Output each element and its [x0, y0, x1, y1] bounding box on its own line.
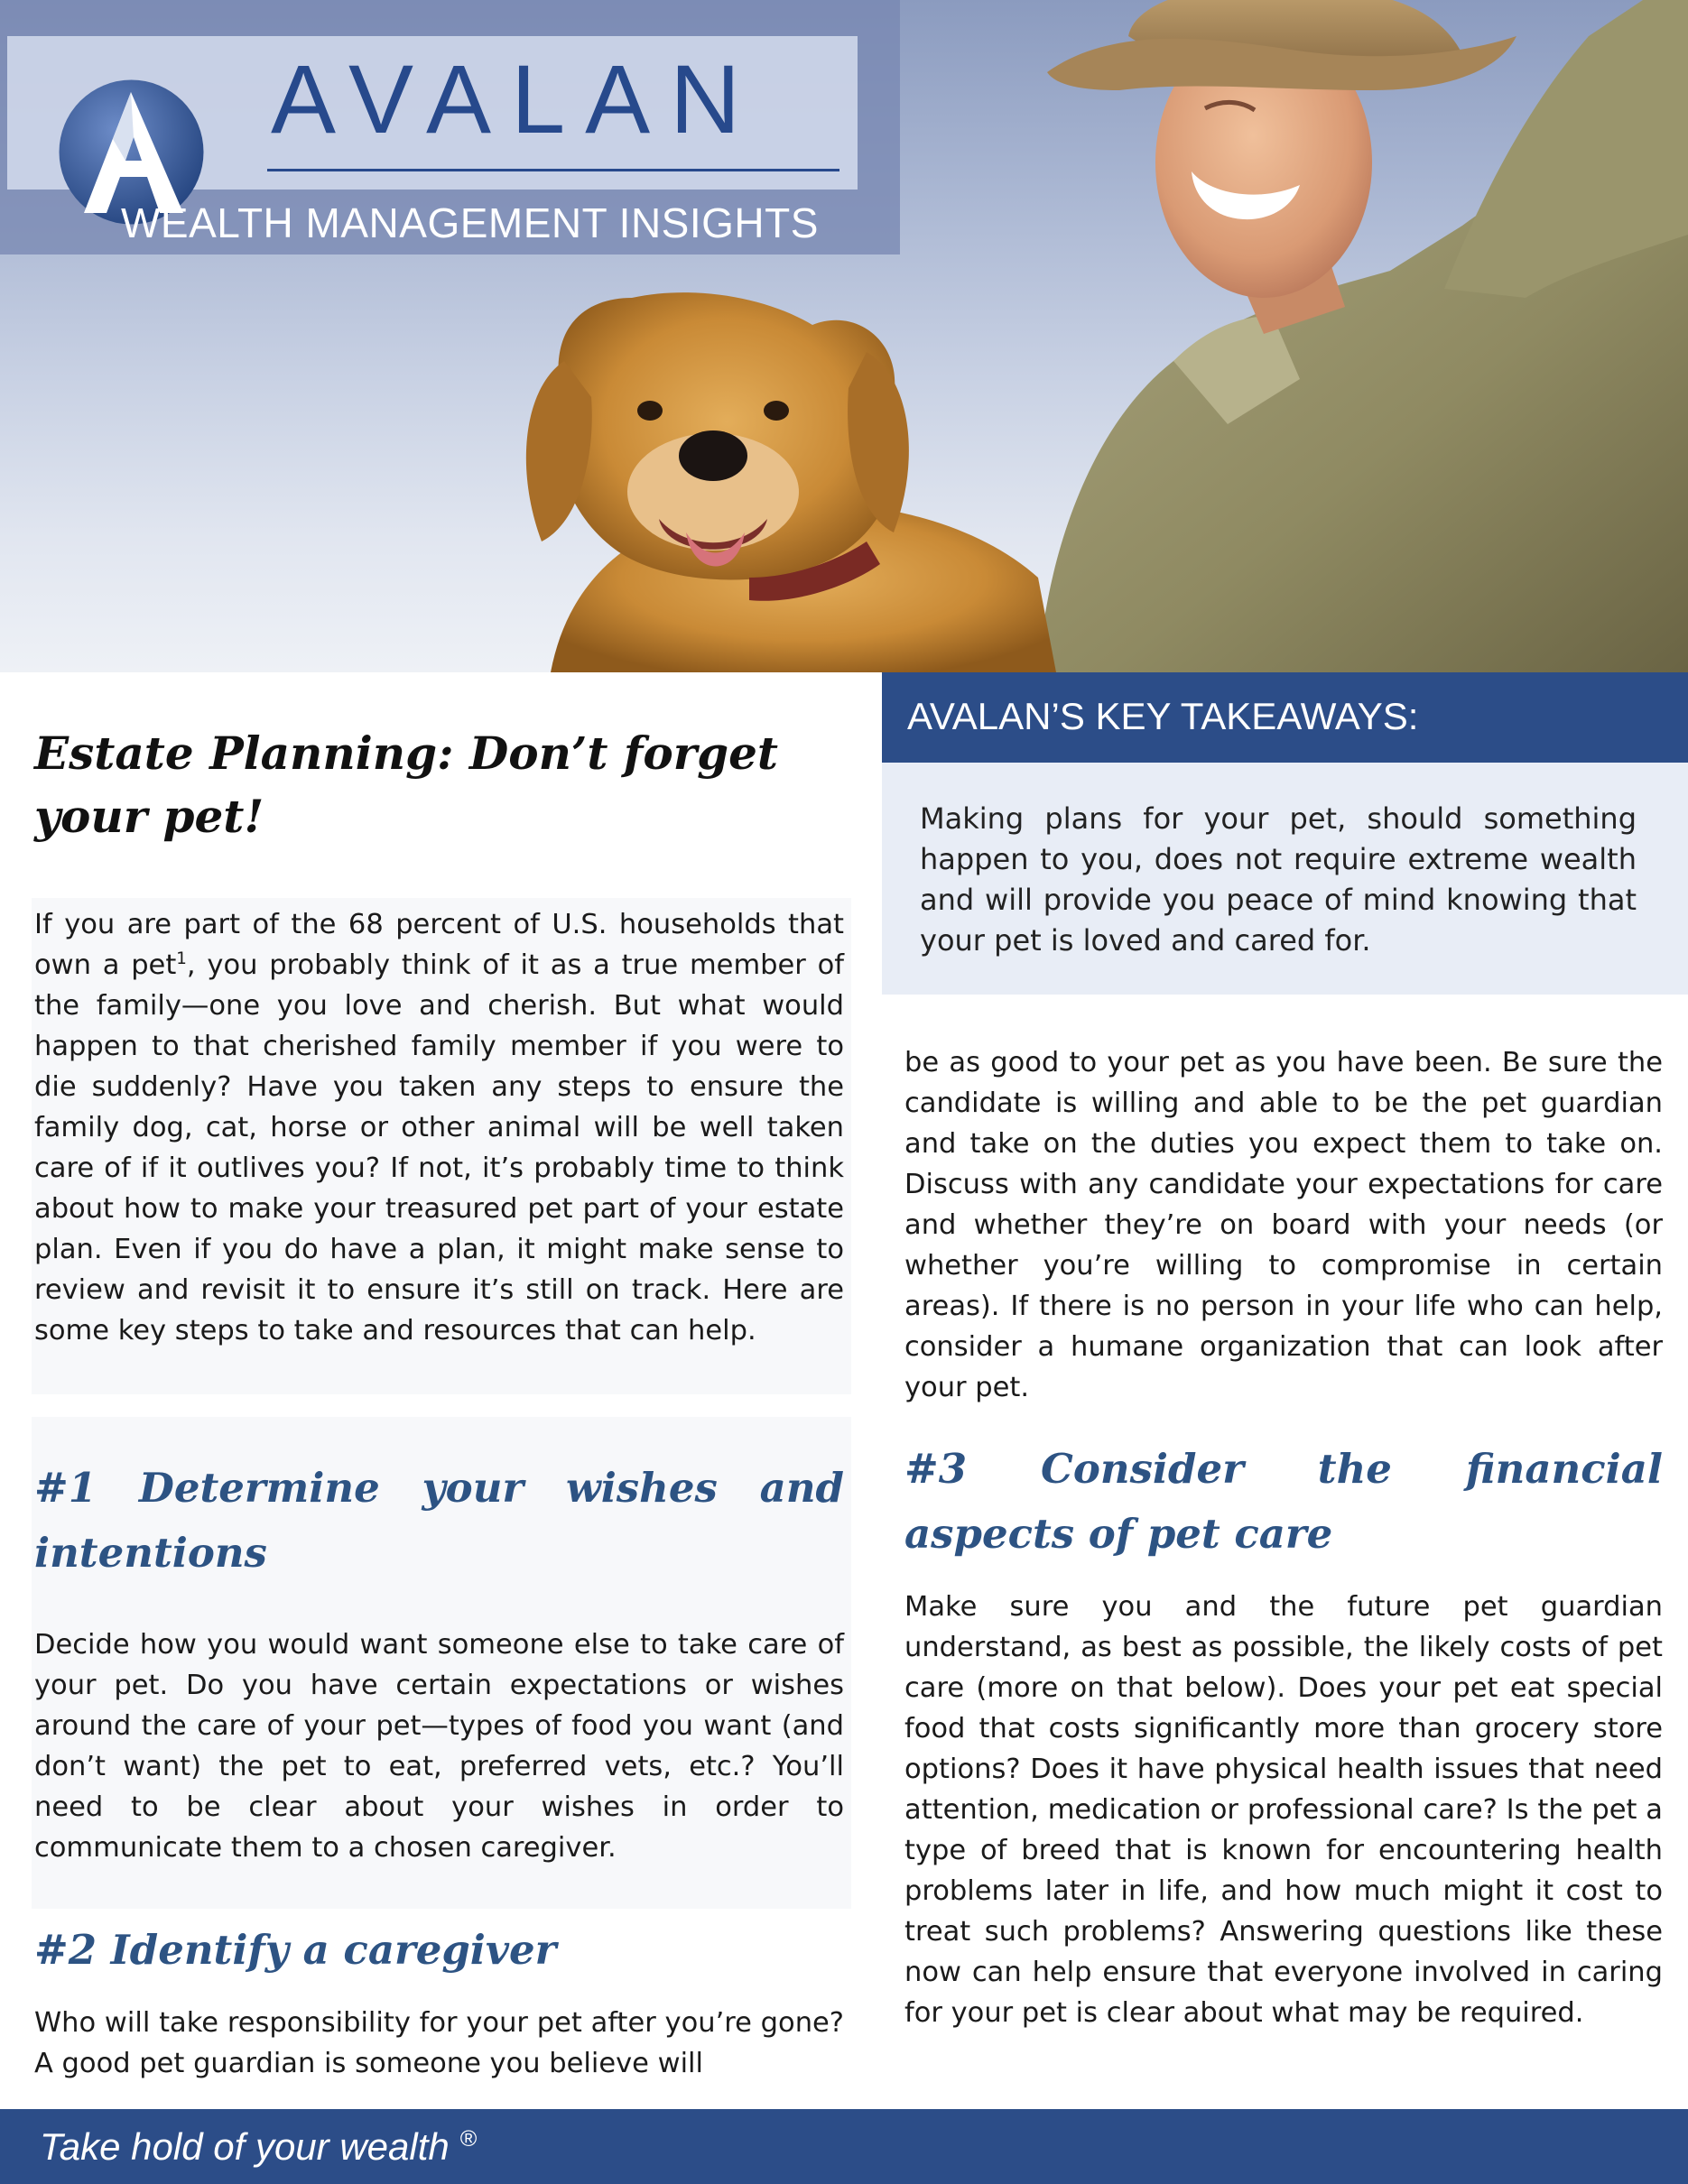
brand-rule — [267, 169, 839, 171]
key-takeaways-title: AVALAN’S KEY TAKEAWAYS: — [907, 695, 1419, 737]
section-3-heading: #3 Consider the financial aspects of pet care — [904, 1445, 1663, 1558]
intro-text-end: , you probably think of it as a true member of the family—one you love and cherish. But what would happen to that cherished family member if you were to die suddenly? Have you taken any steps to ensure the family dog, cat, horse or other animal will be well taken care of if it outlives you? If not, it’s probably time to think about how to make your treasured pet part of your estate plan. Even if you do have a plan, it might make sense to review and revisit it to ensure it’s still on track. Here are some key steps to take and resources that can help. — [34, 949, 844, 1346]
brand-band — [0, 0, 900, 254]
key-takeaways-bar — [882, 672, 1688, 763]
article-title: Estate Planning: Don’t forget your pet! — [34, 726, 778, 843]
footer-bar — [0, 2109, 1688, 2184]
section-1-body: Decide how you would want someone else to take care of your pet. Do you have certain expectations or wishes around the care of your pet—types of food you want (and don’t want) the pet to eat, preferred vets, etc.? You’ll need to be clear about your wishes in order to communicate them to a chosen caregiver. — [34, 1629, 844, 1864]
hero-banner — [0, 0, 1688, 672]
dog-nose — [679, 430, 747, 481]
section-1-heading: #1 Determine your wishes and intentions — [34, 1464, 844, 1577]
footer-tagline — [40, 2124, 477, 2170]
intro-paragraph — [34, 904, 844, 1351]
key-takeaways-panel — [882, 672, 1688, 995]
section-3-body: Make sure you and the future pet guardian understand, as best as possible, the likely costs of pet care (more on that below). Does your pet eat special food that costs significantly more than grocery store options? Does it have physical health issues that need attention, medication or professional care? Is the pet a type of breed that is known for encountering health problems later in life, and how much might it cost to treat such problems? Answering questions like these now can help ensure that everyone involved in caring for your pet is clear about what may be required. — [904, 1591, 1663, 2029]
section-2-body-continued: be as good to your pet as you have been. Be sure the candidate is willing and able to be the pet guardian and take on the duties you expect them to take on. Discuss with any candidate your expectations for care and whether they’re on board with your needs (or whether you’re willing to compromise in certain areas). If there is no person in your life who can help, consider a humane organization that can look after your pet. — [904, 1047, 1663, 1403]
intro-text-start: If you are part of the 68 percent of U.S. households that own a pet — [34, 909, 844, 981]
section-2-body: Who will take responsibility for your pet after you’re gone? A good pet guardian is someone you believe will — [34, 2007, 844, 2079]
brand-name: AVALAN — [271, 44, 761, 153]
key-takeaways-text: Making plans for your pet, should something happen to you, does not require extreme wealth and will provide you peace of mind knowing that your pet is loved and cared for. — [920, 801, 1637, 958]
footer-tagline-text: Take hold of your wealth — [40, 2125, 450, 2168]
brand-tagline: WEALTH MANAGEMENT INSIGHTS — [121, 199, 819, 246]
section-2-heading: #2 Identify a caregiver — [34, 1926, 557, 1974]
footnote-ref: 1 — [176, 949, 187, 968]
registered-mark: ® — [459, 2126, 477, 2152]
